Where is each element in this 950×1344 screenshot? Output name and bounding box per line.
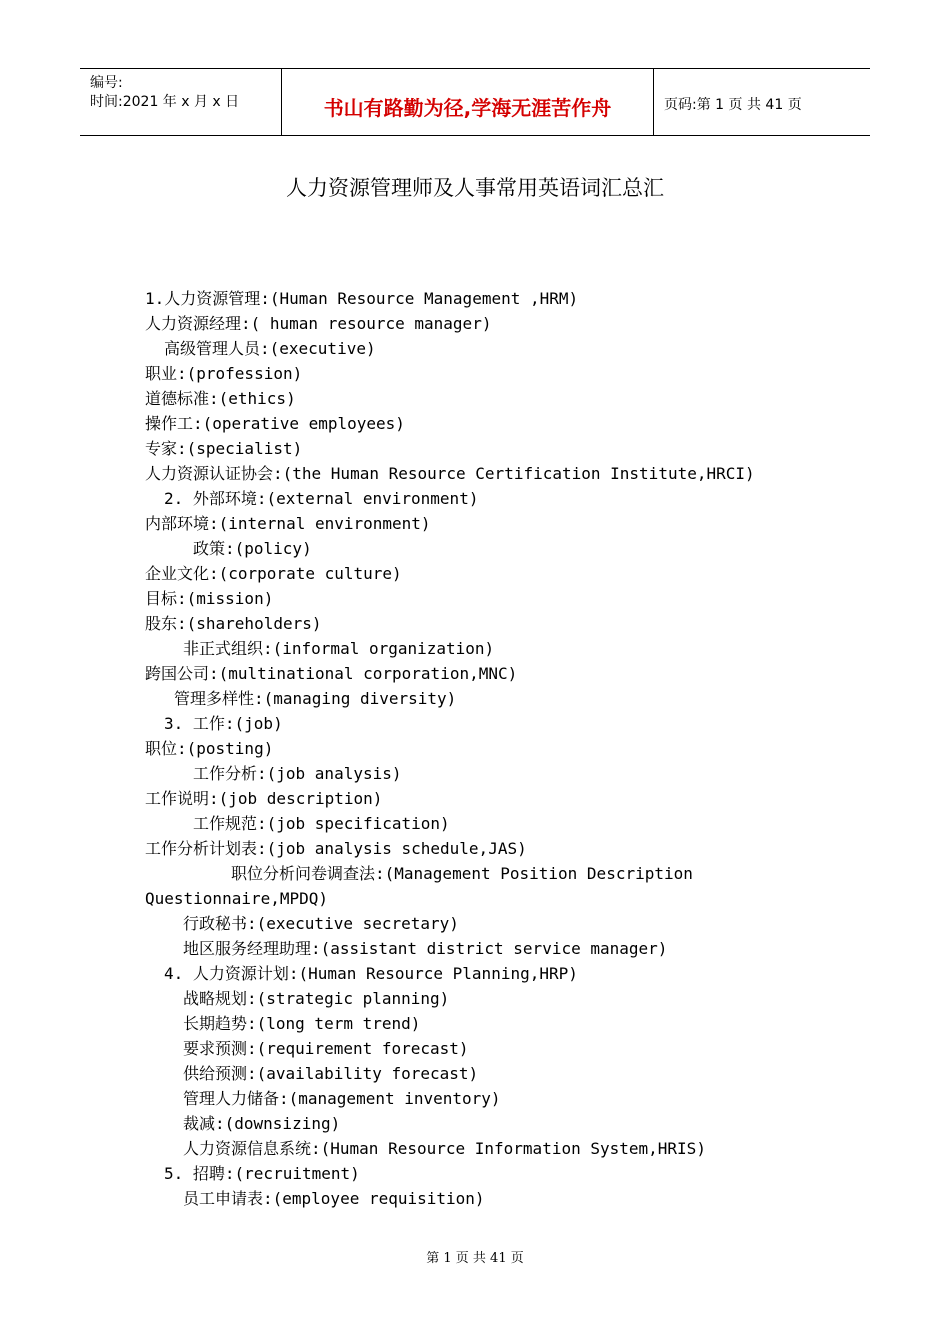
list-item: 专家:(specialist) bbox=[145, 439, 303, 458]
list-item: 职业:(profession) bbox=[145, 364, 303, 383]
list-item: 高级管理人员:(executive) bbox=[164, 339, 376, 358]
list-item: 政策:(policy) bbox=[193, 539, 312, 558]
list-item: 5. 招聘:(recruitment) bbox=[164, 1164, 360, 1183]
header-right-cell bbox=[654, 69, 870, 135]
header-left-cell bbox=[80, 69, 282, 135]
list-item: 裁减:(downsizing) bbox=[183, 1114, 341, 1133]
list-item: 目标:(mission) bbox=[145, 589, 274, 608]
list-item: 工作分析:(job analysis) bbox=[193, 764, 402, 783]
list-item: 企业文化:(corporate culture) bbox=[145, 564, 402, 583]
list-item: 人力资源认证协会:(the Human Resource Certification Institute,HRCI) bbox=[145, 464, 755, 483]
list-item: 工作规范:(job specification) bbox=[193, 814, 450, 833]
list-item: 跨国公司:(multinational corporation,MNC) bbox=[145, 664, 518, 683]
list-item: 地区服务经理助理:(assistant district service manager) bbox=[183, 939, 668, 958]
header-table bbox=[80, 68, 870, 136]
list-item: 员工申请表:(employee requisition) bbox=[183, 1189, 485, 1208]
list-item: 长期趋势:(long term trend) bbox=[183, 1014, 421, 1033]
list-item: 工作分析计划表:(job analysis schedule,JAS) bbox=[145, 839, 527, 858]
list-item: 2. 外部环境:(external environment) bbox=[164, 489, 479, 508]
motto: 书山有路勤为径,学海无涯苦作舟 bbox=[323, 96, 612, 120]
page-footer: 第 1 页 共 41 页 bbox=[426, 1251, 524, 1266]
list-item: 人力资源信息系统:(Human Resource Information System,HRIS) bbox=[183, 1139, 706, 1158]
list-item: 3. 工作:(job) bbox=[164, 714, 283, 733]
list-item: 行政秘书:(executive secretary) bbox=[183, 914, 459, 933]
document-title: 人力资源管理师及人事常用英语词汇总汇 bbox=[286, 176, 664, 200]
code-label: 编号: bbox=[90, 75, 123, 91]
list-item: 战略规划:(strategic planning) bbox=[183, 989, 450, 1008]
list-item: 职位:(posting) bbox=[145, 739, 274, 758]
page-info: 页码:第 1 页 共 41 页 bbox=[664, 97, 802, 113]
list-item: 4. 人力资源计划:(Human Resource Planning,HRP) bbox=[164, 964, 578, 983]
list-item: 道德标准:(ethics) bbox=[145, 389, 296, 408]
list-item: 职位分析问卷调查法:(Management Position Description bbox=[231, 864, 693, 883]
list-item: 要求预测:(requirement forecast) bbox=[183, 1039, 469, 1058]
list-item: 工作说明:(job description) bbox=[145, 789, 383, 808]
list-item: 股东:(shareholders) bbox=[145, 614, 322, 633]
list-item: Questionnaire,MPDQ) bbox=[145, 889, 329, 908]
list-item: 人力资源经理:( human resource manager) bbox=[145, 314, 492, 333]
list-item: 非正式组织:(informal organization) bbox=[183, 639, 495, 658]
list-item: 内部环境:(internal environment) bbox=[145, 514, 431, 533]
list-item: 管理多样性:(managing diversity) bbox=[174, 689, 457, 708]
time-label: 时间:2021 年 x 月 x 日 bbox=[90, 94, 240, 110]
list-item: 操作工:(operative employees) bbox=[145, 414, 405, 433]
list-item: 管理人力储备:(management inventory) bbox=[183, 1089, 501, 1108]
list-item: 1.人力资源管理:(Human Resource Management ,HRM) bbox=[145, 289, 579, 308]
header-middle-cell bbox=[282, 69, 654, 135]
list-item: 供给预测:(availability forecast) bbox=[183, 1064, 479, 1083]
